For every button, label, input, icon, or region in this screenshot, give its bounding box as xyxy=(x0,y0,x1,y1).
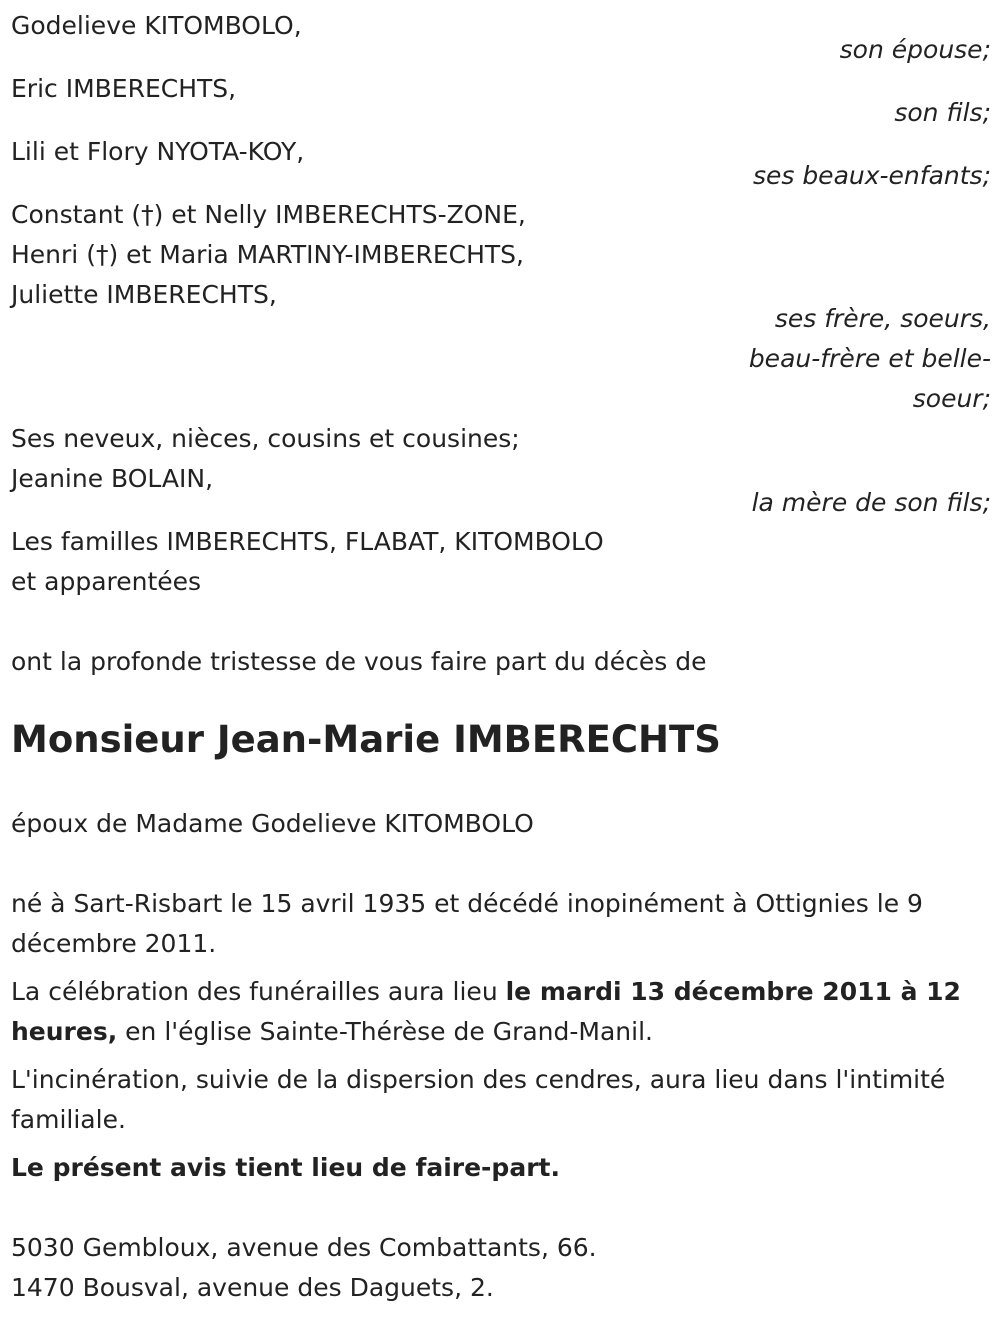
family-member: Henri (†) et Maria MARTINY-IMBERECHTS, xyxy=(11,240,524,269)
family-group xyxy=(11,132,991,196)
notice-text: Le présent avis tient lieu de faire-part. xyxy=(11,1153,560,1182)
obituary-page xyxy=(11,6,991,1308)
funeral-suffix: en l'église Sainte-Thérèse de Grand-Manil. xyxy=(117,1017,653,1046)
incineration-text: L'incinération, suivie de la dispersion des cendres, aura lieu dans l'intimité familiale. xyxy=(11,1065,946,1134)
family-role: ses frère, soeurs, xyxy=(774,304,991,333)
family-role: la mère de son fils; xyxy=(751,488,991,517)
family-group xyxy=(11,522,991,602)
family-group xyxy=(11,419,991,523)
family-member: Juliette IMBERECHTS, xyxy=(11,280,277,309)
spouse-line: époux de Madame Godelieve KITOMBOLO xyxy=(11,809,534,838)
family-member: Godelieve KITOMBOLO, xyxy=(11,11,302,40)
family-role: beau-frère et belle- xyxy=(748,344,991,373)
birth-death-text: né à Sart-Risbart le 15 avril 1935 et décédé inopinément à Ottignies le 9 décembre 2011. xyxy=(11,889,923,958)
funeral-prefix: La célébration des funérailles aura lieu xyxy=(11,977,506,1006)
deceased-name: Monsieur Jean-Marie IMBERECHTS xyxy=(11,718,721,761)
family-group xyxy=(11,195,991,419)
family-member: Lili et Flory NYOTA-KOY, xyxy=(11,137,305,166)
family-member: Eric IMBERECHTS, xyxy=(11,74,237,103)
family-member: Constant (†) et Nelly IMBERECHTS-ZONE, xyxy=(11,200,526,229)
address-line: 1470 Bousval, avenue des Daguets, 2. xyxy=(11,1273,494,1302)
family-role: soeur; xyxy=(912,384,991,413)
announcement-text: ont la profonde tristesse de vous faire part du décès de xyxy=(11,647,707,676)
funeral-text xyxy=(11,972,991,1052)
family-group xyxy=(11,69,991,133)
family-member: Les familles IMBERECHTS, FLABAT, KITOMBOLO xyxy=(11,527,604,556)
family-role: ses beaux-enfants; xyxy=(752,161,991,190)
family-member: Ses neveux, nièces, cousins et cousines; xyxy=(11,424,520,453)
family-group xyxy=(11,6,991,70)
family-member: Jeanine BOLAIN, xyxy=(11,464,214,493)
family-role: son épouse; xyxy=(839,35,991,64)
family-member: et apparentées xyxy=(11,567,202,596)
funeral-date: le mardi 13 décembre 2011 à 12 heures, xyxy=(11,977,961,1046)
addresses xyxy=(11,1228,991,1308)
address-line: 5030 Gembloux, avenue des Combattants, 66. xyxy=(11,1233,597,1262)
family-role: son fils; xyxy=(894,98,991,127)
